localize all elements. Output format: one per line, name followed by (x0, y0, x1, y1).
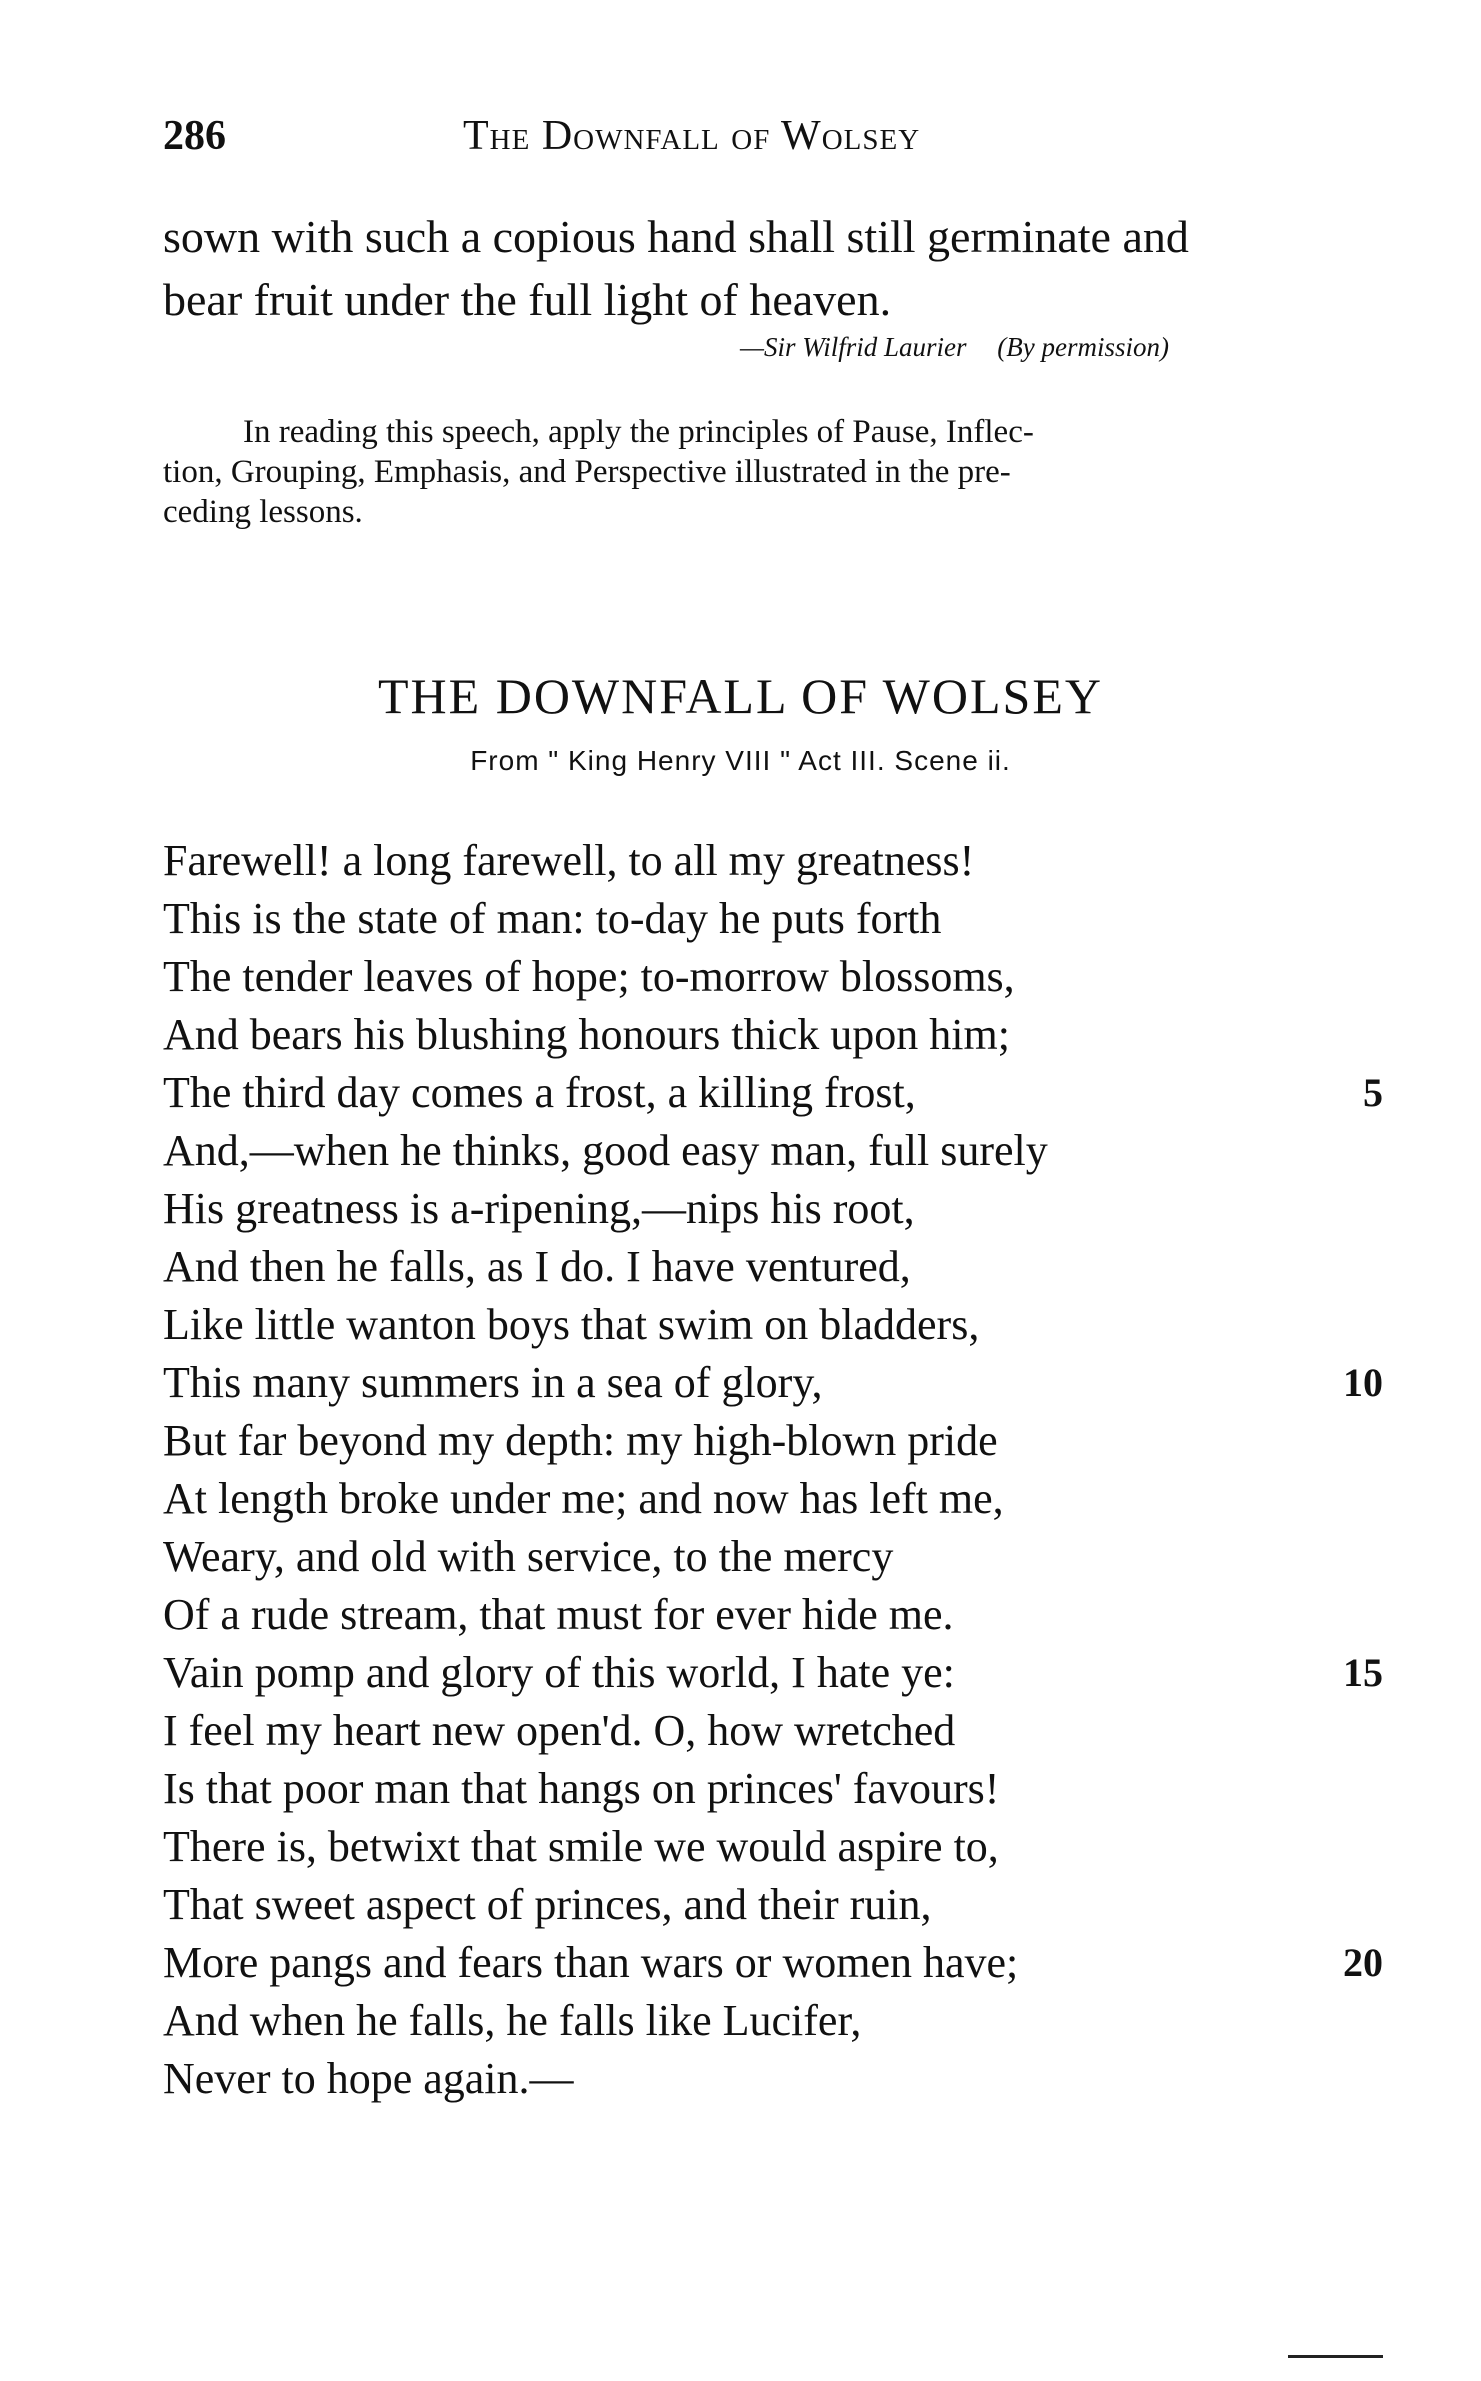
running-head (163, 112, 1383, 168)
note-line: ceding lessons. (163, 494, 363, 530)
poem-line-text: Never to hope again.— (163, 2054, 574, 2103)
poem-line (163, 1876, 1383, 1934)
line-number: 15 (1343, 1650, 1383, 1695)
poem-line-text: At length broke under me; and now has left me, (163, 1474, 1004, 1523)
poem-line-text: His greatness is a-ripening,—nips his root, (163, 1184, 915, 1233)
poem-line-text: And when he falls, he falls like Lucifer, (163, 1996, 862, 2045)
prose-line: bear fruit under the full light of heaven. (163, 274, 892, 325)
footer-rule (1288, 2355, 1383, 2358)
poem-line (163, 1586, 1383, 1644)
poem-line-text: Of a rude stream, that must for ever hide me. (163, 1590, 954, 1639)
prose-continuation (163, 205, 1383, 331)
poem-line (163, 1644, 1383, 1702)
poem-line-text: Vain pomp and glory of this world, I hate ye: (163, 1648, 955, 1697)
poem-line (163, 1180, 1383, 1238)
poem-line (163, 1470, 1383, 1528)
line-number: 10 (1343, 1360, 1383, 1405)
poem-line-text: And,—when he thinks, good easy man, full surely (163, 1126, 1048, 1175)
poem-line-text: More pangs and fears than wars or women have; (163, 1938, 1019, 1987)
line-number: 20 (1343, 1940, 1383, 1985)
poem-line (163, 832, 1383, 890)
poem-source: From " King Henry VIII " Act III. Scene ii. (470, 745, 1011, 776)
poem-line-text: This is the state of man: to-day he puts forth (163, 894, 942, 943)
note-line: tion, Grouping, Emphasis, and Perspective illustrated in the pre- (163, 454, 1011, 490)
poem-line (163, 1006, 1383, 1064)
poem-line-text: The tender leaves of hope; to-morrow blossoms, (163, 952, 1015, 1001)
poem-line-text: There is, betwixt that smile we would aspire to, (163, 1822, 999, 1871)
attribution (740, 332, 1169, 363)
line-number: 5 (1363, 1070, 1383, 1115)
poem-line (163, 1238, 1383, 1296)
poem-line-text: And then he falls, as I do. I have ventured, (163, 1242, 911, 1291)
poem-line (163, 890, 1383, 948)
poem-line (163, 1702, 1383, 1760)
poem-line-text: But far beyond my depth: my high-blown pride (163, 1416, 998, 1465)
poem-line-text: Farewell! a long farewell, to all my greatness! (163, 836, 975, 885)
page-number: 286 (163, 113, 226, 159)
poem-line-text: Is that poor man that hangs on princes' favours! (163, 1764, 1000, 1813)
poem-line-text: This many summers in a sea of glory, (163, 1358, 823, 1407)
poem-line (163, 1354, 1383, 1412)
poem-line-text: And bears his blushing honours thick upon him; (163, 1010, 1010, 1059)
poem-line (163, 1528, 1383, 1586)
poem-line (163, 1412, 1383, 1470)
reading-note (163, 412, 1363, 532)
poem (163, 832, 1383, 2108)
poem-line (163, 1818, 1383, 1876)
poem-line-text: That sweet aspect of princes, and their ruin, (163, 1880, 932, 1929)
poem-line (163, 1064, 1383, 1122)
poem-line (163, 1122, 1383, 1180)
poem-line (163, 2050, 1383, 2108)
poem-line-text: Like little wanton boys that swim on bladders, (163, 1300, 980, 1349)
poem-line-text: I feel my heart new open'd. O, how wretched (163, 1706, 956, 1755)
note-line: In reading this speech, apply the principles of Pause, Inflec- (243, 414, 1034, 450)
poem-title: THE DOWNFALL OF WOLSEY (378, 668, 1103, 724)
poem-line (163, 1296, 1383, 1354)
attribution-author: —Sir Wilfrid Laurier (740, 332, 967, 362)
prose-line: sown with such a copious hand shall still germinate and (163, 211, 1189, 262)
poem-line (163, 948, 1383, 1006)
poem-line-text: The third day comes a frost, a killing frost, (163, 1068, 916, 1117)
poem-line (163, 1760, 1383, 1818)
poem-line-text: Weary, and old with service, to the mercy (163, 1532, 894, 1581)
running-title: The Downfall of Wolsey (463, 113, 921, 159)
poem-line (163, 1934, 1383, 1992)
poem-line (163, 1992, 1383, 2050)
attribution-permission: (By permission) (997, 332, 1170, 362)
